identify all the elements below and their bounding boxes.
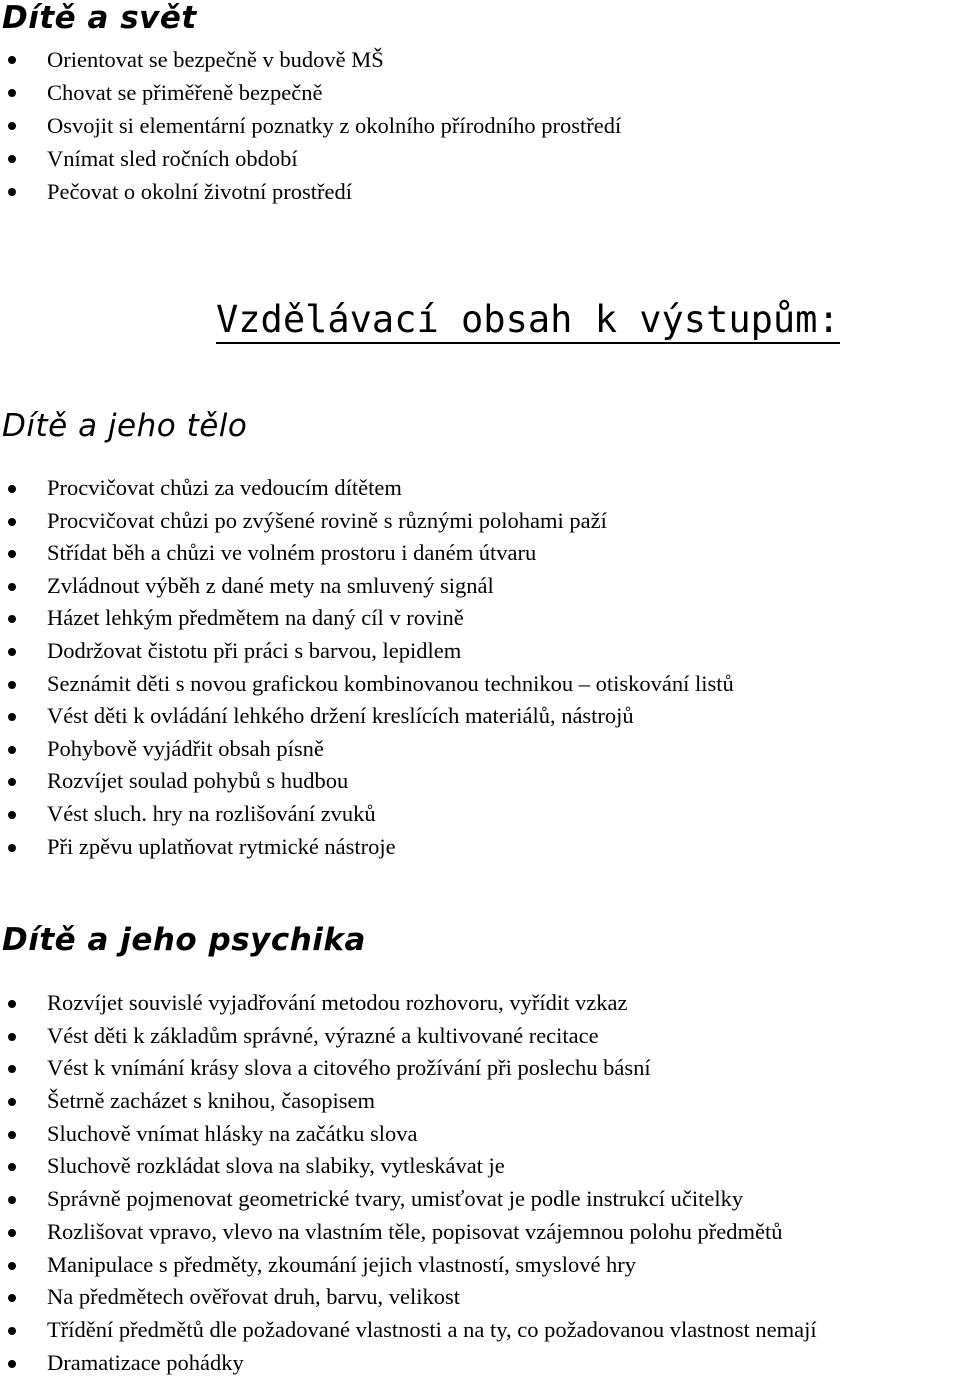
list-item: Vést k vnímání krásy slova a citového prožívání při poslechu básní	[0, 1052, 817, 1085]
list-item: Správně pojmenovat geometrické tvary, umisťovat je podle instrukcí učitelky	[0, 1183, 817, 1216]
list-item: Chovat se přiměřeně bezpečně	[0, 76, 621, 109]
list-item: Na předmětech ověřovat druh, barvu, velikost	[0, 1281, 817, 1314]
list-item: Vnímat sled ročních období	[0, 142, 621, 175]
section-heading-psyche: Dítě a jeho psychika	[2, 922, 366, 958]
list-item: Dramatizace pohádky	[0, 1347, 817, 1379]
list-item: Seznámit děti s novou grafickou kombinovanou technikou – otiskování listů	[0, 668, 734, 701]
world-list	[0, 43, 621, 208]
list-item: Procvičovat chůzi za vedoucím dítětem	[0, 472, 734, 505]
list-item: Dodržovat čistotu při práci s barvou, lepidlem	[0, 635, 734, 668]
list-item: Zvládnout výběh z dané mety na smluvený signál	[0, 570, 734, 603]
list-item: Házet lehkým předmětem na daný cíl v rovině	[0, 602, 734, 635]
list-item: Při zpěvu uplatňovat rytmické nástroje	[0, 831, 734, 864]
list-item: Osvojit si elementární poznatky z okolního přírodního prostředí	[0, 109, 621, 142]
list-item: Orientovat se bezpečně v budově MŠ	[0, 43, 621, 76]
list-item: Sluchově vnímat hlásky na začátku slova	[0, 1118, 817, 1151]
list-item: Rozvíjet soulad pohybů s hudbou	[0, 765, 734, 798]
list-item: Třídění předmětů dle požadované vlastnosti a na ty, co požadovanou vlastnost nemají	[0, 1314, 817, 1347]
section-heading-body: Dítě a jeho tělo	[2, 408, 248, 444]
list-item: Vést sluch. hry na rozlišování zvuků	[0, 798, 734, 831]
list-item: Vést děti k ovládání lehkého držení kreslících materiálů, nástrojů	[0, 700, 734, 733]
list-item: Šetrně zacházet s knihou, časopisem	[0, 1085, 817, 1118]
list-item: Rozlišovat vpravo, vlevo na vlastním těle, popisovat vzájemnou polohu předmětů	[0, 1216, 817, 1249]
body-list	[0, 472, 734, 863]
list-item: Procvičovat chůzi po zvýšené rovině s různými polohami paží	[0, 505, 734, 538]
list-item: Rozvíjet souvislé vyjadřování metodou rozhovoru, vyřídit vzkaz	[0, 987, 817, 1020]
list-item: Pohybově vyjádřit obsah písně	[0, 733, 734, 766]
psyche-list	[0, 987, 817, 1379]
list-item: Pečovat o okolní životní prostředí	[0, 175, 621, 208]
content-heading: Vzdělávací obsah k výstupům:	[216, 298, 840, 344]
section-heading-world: Dítě a svět	[2, 0, 197, 36]
list-item: Vést děti k základům správné, výrazné a kultivované recitace	[0, 1020, 817, 1053]
list-item: Střídat běh a chůzi ve volném prostoru i daném útvaru	[0, 537, 734, 570]
list-item: Sluchově rozkládat slova na slabiky, vytleskávat je	[0, 1150, 817, 1183]
list-item: Manipulace s předměty, zkoumání jejich vlastností, smyslové hry	[0, 1249, 817, 1282]
